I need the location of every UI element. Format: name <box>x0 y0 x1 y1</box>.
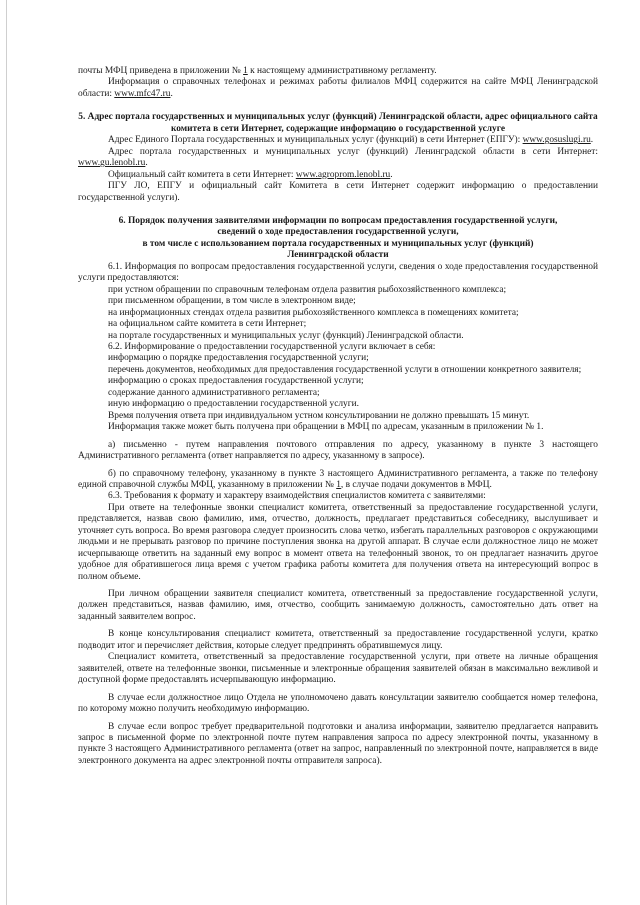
response-time-paragraph: Время получения ответа при индивидуальном устном консультировании не должно превышать 15 минут. <box>108 410 530 421</box>
committee-site-paragraph: Официальный сайт комитета в сети Интернет: www.agroprom.lenobl.ru. <box>108 169 393 180</box>
clause-6-2-item: иную информацию о предоставлении государственной услуги. <box>108 399 359 410</box>
mfc-info-paragraph: Информация также может быть получена при обращении в МФЦ по адресам, указанным в приложении № 1. <box>108 422 544 433</box>
unauthorized-official-paragraph: В случае если должностное лицо Отдела не уполномочено давать консультации заявителю сообщается номер телефона, по которому можно получить необходимую информацию. <box>78 692 598 715</box>
clause-6-1-item: на информационных стендах отдела развития рыбохозяйственного комплекса в помещениях комитета; <box>108 307 519 318</box>
agroprom-link[interactable]: www.agroprom.lenobl.ru <box>295 169 391 180</box>
section-6-heading-line: сведений о ходе предоставления государственной услуги, <box>217 227 459 238</box>
section-6-heading-line: 6. Порядок получения заявителями информации по вопросам предоставления государственной услуги, <box>118 215 558 226</box>
clause-6-2: 6.2. Информирование о предоставлении государственной услуги включает в себя: <box>108 341 436 352</box>
specialist-duty-paragraph: Специалист комитета, ответственный за предоставление государственной услуги, при ответе на личные обращения заявителей, ответе на телефонные звонки, письменные и электронные обращения заявителей обязан в максимально вежливой и доступной форме предоставлять исчерпывающую информацию. <box>78 652 598 686</box>
clause-6-2-item: содержание данного административного регламента; <box>108 387 320 398</box>
clause-6-1-item: на официальном сайте комитета в сети Интернет; <box>108 319 307 330</box>
option-b-paragraph: б) по справочному телефону, указанному в пункте 3 настоящего Административного регламента, а также по телефону единой справочной службы МФЦ, указанному в приложении № 1, в случае подачи документов в МФЦ. <box>78 468 598 490</box>
clause-6-2-item: информацию о порядке предоставления государственной услуги; <box>108 353 369 364</box>
section-6-heading <box>78 216 598 262</box>
clause-6-2-item: перечень документов, необходимых для предоставления государственной услуги в отношении конкретного заявителя; <box>108 364 582 375</box>
pgu-lo-address-paragraph: Адрес портала государственных и муниципальных услуг (функций) Ленинградской области в сети Интернет: www.gu.lenobl.ru. <box>78 146 598 169</box>
gu-lenobl-link[interactable]: www.gu.lenobl.ru <box>78 158 146 169</box>
clause-6-3: 6.3. Требования к формату и характеру взаимодействия специалистов комитета с заявителями: <box>108 491 486 502</box>
mfc-phones-paragraph: Информация о справочных телефонах и режимах работы филиалов МФЦ содержится на сайте МФЦ Ленинградской области: www.mfc47.ru. <box>78 77 598 99</box>
appendix-reference: 1 <box>336 479 341 490</box>
section-6-heading-line: в том числе с использованием портала государственных и муниципальных услуг (функций) <box>142 238 534 249</box>
phone-answer-paragraph: При ответе на телефонные звонки специалист комитета, ответственный за предоставление государственной услуги, представляется, назвав свою фамилию, имя, отчество, должность, предлагает представиться собеседнику, выслушивает и уточняет суть вопроса. Во время разговора следует произносить слова четко, избегать параллельных разговоров с окружающими людьми и не прерывать разговор по причине поступления звонка на другой аппарат. В случае если должностное лицо не может исчерпывающе ответить на заданный ему вопрос в момент ответа на телефонный звонок, то он предлагает назначить другое удобное для обратившегося лица время с учетом графика работы комитета для получения ответа на интересующий вопрос в полном объеме. <box>78 502 598 582</box>
section-6-heading-line: Ленинградской области <box>287 250 389 261</box>
portals-info-paragraph: ПГУ ЛО, ЕПГУ и официальный сайт Комитета в сети Интернет содержит информацию о предоставлении государственной услуги). <box>78 181 598 203</box>
clause-6-1-item: на портале государственных и муниципальных услуг (функций) Ленинградской области. <box>108 330 464 341</box>
clause-6-1-item: при устном обращении по справочным телефонам отдела развития рыбохозяйственного комплекса; <box>108 284 507 295</box>
epgu-address-paragraph: Адрес Единого Портала государственных и муниципальных услуг (функций) в сети Интернет (ЕПГУ): www.gosuslugi.ru. <box>108 135 594 146</box>
personal-visit-paragraph: При личном обращении заявителя специалист комитета, ответственный за предоставление государственной услуги, должен представиться, назвав фамилию, имя, отчество, сообщить занимаемую должность, самостоятельно дать ответ на заданный заявителем вопрос. <box>78 589 598 622</box>
clause-6-2-item: информацию о сроках предоставления государственной услуги; <box>108 376 364 387</box>
written-request-paragraph: В случае если вопрос требует предварительной подготовки и анализа информации, заявителю предлагается направить запрос в письменной форме по электронной почте путем направления запроса по адресу электронной почты, указанному в пункте 3 настоящего Административного регламента (ответ на запрос, направленный по электронной почте, направляется в виде электронного документа на адрес электронной почты отправителя запроса). <box>78 721 598 766</box>
option-a-paragraph: а) письменно - путем направления почтового отправления по адресу, указанному в пункте 3 настоящего Административного регламента (ответ направляется по адресу, указанному в запросе). <box>78 439 598 462</box>
mfc-address-paragraph: почты МФЦ приведена в приложении № 1 к настоящему административному регламенту. <box>78 66 437 76</box>
gosuslugi-link[interactable]: www.gosuslugi.ru <box>522 135 591 146</box>
section-5-heading: 5. Адрес портала государственных и муниципальных услуг (функций) Ленинградской области, адрес официального сайта комитета в сети Интернет, содержащие информацию о государственной услуге <box>78 112 598 134</box>
mfc-website-link[interactable]: www.mfc47.ru <box>114 88 171 99</box>
appendix-reference: 1 <box>243 66 248 76</box>
clause-6-1-item: при письменном обращении, в том числе в электронном виде; <box>108 296 356 307</box>
document-page <box>78 66 598 767</box>
clause-6-1: 6.1. Информация по вопросам предоставления государственной услуги, сведения о ходе предоставления государственной услуги предоставляются: <box>78 261 598 284</box>
scan-margin-line <box>6 0 7 905</box>
consultation-end-paragraph: В конце консультирования специалист комитета, ответственный за предоставление государственной услуги, кратко подводит итог и перечисляет действия, которые следует предпринять обратившемуся лицу. <box>78 629 598 651</box>
